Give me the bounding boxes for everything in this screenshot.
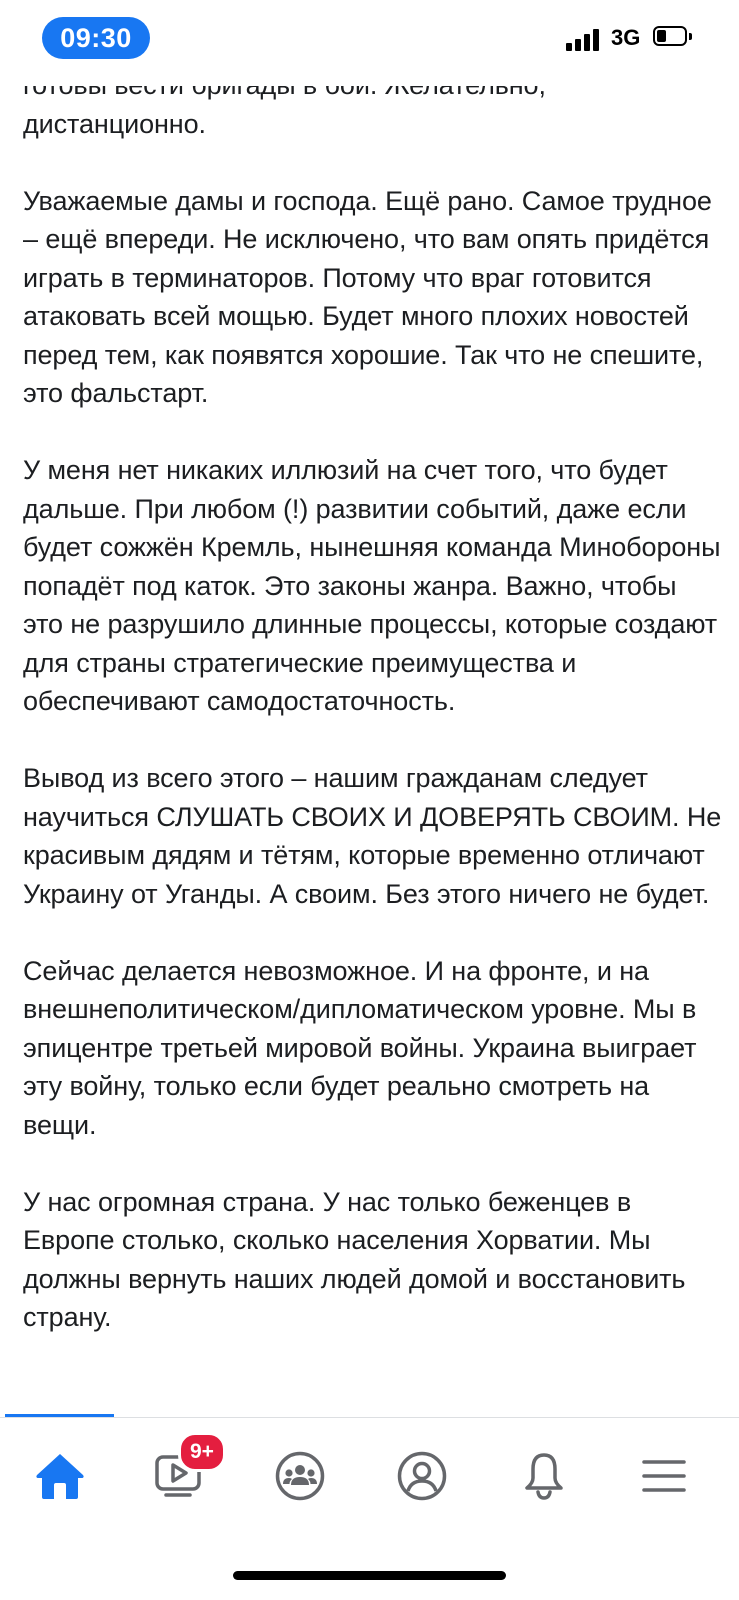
status-bar bbox=[0, 0, 739, 86]
post-paragraph: У меня нет никаких иллюзий на счет того, что будет дальше. При любом (!) развитии событий, даже если будет сожжён Кремль, нынешняя команда Минобороны попадёт под каток. Это законы жанра. Важно, чтобы это не разрушило длинные процессы, которые создают для страны стратегические преимущества и обеспечивают самодостаточность. bbox=[23, 455, 721, 716]
battery-icon bbox=[653, 26, 695, 48]
groups-tab[interactable] bbox=[270, 1446, 330, 1506]
nav-divider bbox=[0, 1417, 739, 1418]
network-type: 3G bbox=[611, 25, 641, 50]
home-indicator[interactable] bbox=[233, 1571, 506, 1580]
post-paragraph: Вывод из всего этого – нашим гражданам следует научиться СЛУШАТЬ СВОИХ И ДОВЕРЯТЬ СВОИМ. Не красивым дядям и тётям, которые временно отличают Украину от Уганды. А своим. Без этого ничего не будет. bbox=[23, 763, 722, 909]
status-time[interactable]: 09:30 bbox=[42, 17, 150, 59]
post-paragraph: Уважаемые дамы и господа. Ещё рано. Самое трудное – ещё впереди. Не исключено, что вам опять придётся играть в терминаторов. Потому что враг готовится атаковать всей мощью. Будет много плохих новостей перед тем, как появятся хорошие. Так что не спешите, это фальстарт. bbox=[23, 185, 712, 408]
profile-tab[interactable] bbox=[392, 1446, 452, 1506]
menu-icon bbox=[641, 1456, 687, 1496]
signal-icon bbox=[566, 27, 604, 51]
home-icon bbox=[34, 1451, 86, 1501]
groups-icon bbox=[274, 1450, 326, 1502]
post-paragraph: дистанционно. bbox=[23, 108, 206, 139]
post-text bbox=[23, 66, 723, 1414]
post-paragraph: Сейчас делается невозможное. И на фронте, и на внешнеполитическом/дипломатическом уровне. Мы в эпицентре третьей мировой войны. Украина выиграет эту войну, только если будет реально смотреть на вещи. bbox=[23, 955, 697, 1140]
notifications-tab[interactable] bbox=[514, 1446, 574, 1506]
home-tab[interactable] bbox=[30, 1446, 90, 1506]
post-paragraph: У нас огромная страна. У нас только беженцев в Европе столько, сколько населения Хорватии. Мы должны вернуть наших людей домой и восстановить страну. bbox=[23, 1186, 686, 1332]
profile-icon bbox=[396, 1450, 448, 1502]
menu-tab[interactable] bbox=[634, 1446, 694, 1506]
bell-icon bbox=[520, 1450, 568, 1502]
notification-badge: 9+ bbox=[178, 1432, 226, 1472]
